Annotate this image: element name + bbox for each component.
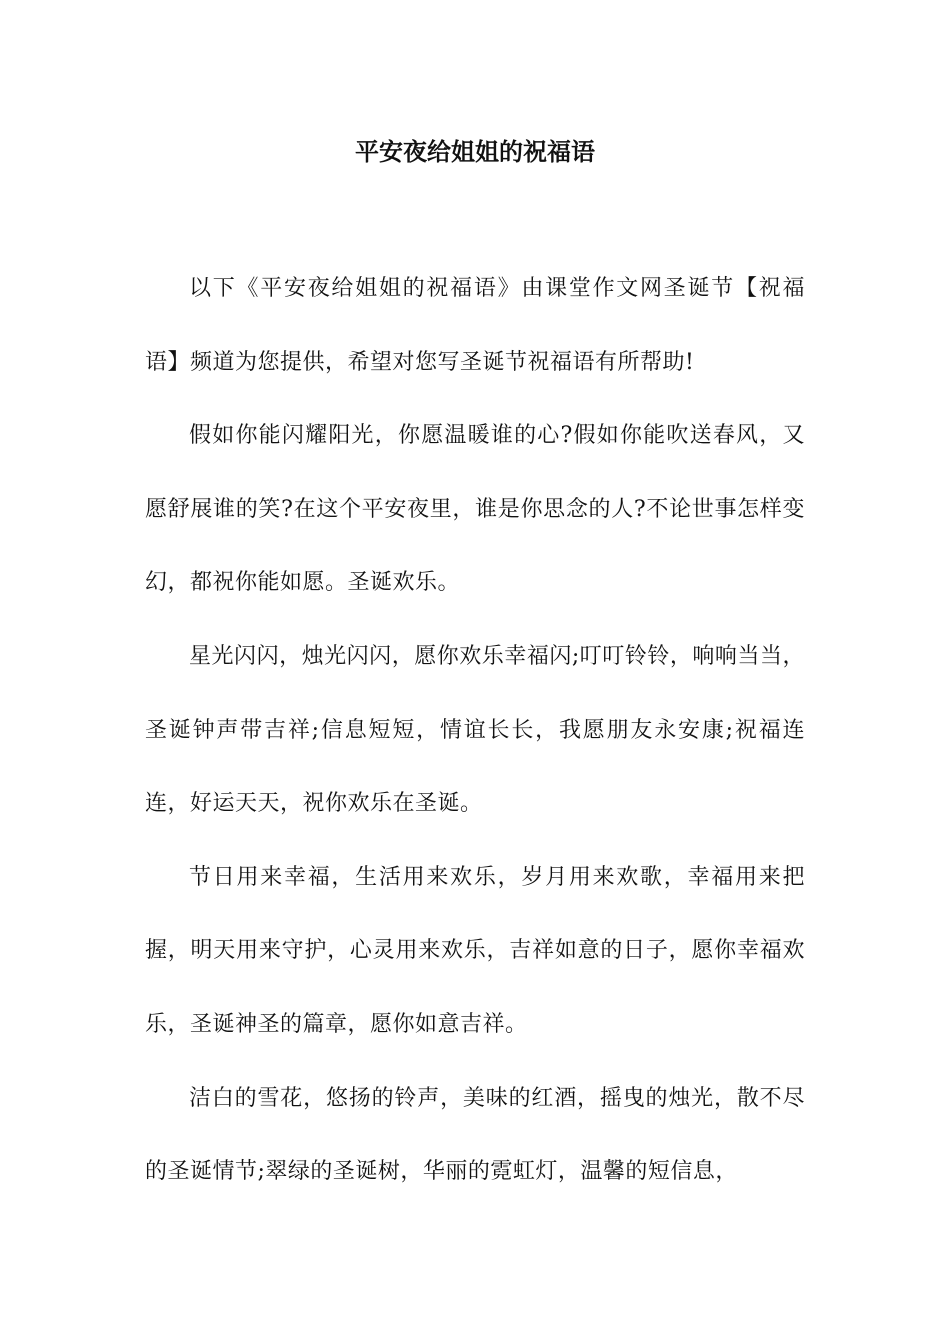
paragraph-blessing-2: 星光闪闪，烛光闪闪，愿你欢乐幸福闪;叮叮铃铃，响响当当，圣诞钟声带吉祥;信息短短，情谊长长，我愿朋友永安康;祝福连连，好运天天，祝你欢乐在圣诞。	[145, 643, 805, 817]
paragraph-intro: 以下《平安夜给姐姐的祝福语》由课堂作文网圣诞节【祝福语】频道为您提供，希望对您写圣诞节祝福语有所帮助!	[145, 276, 805, 375]
page-title: 平安夜给姐姐的祝福语	[355, 137, 595, 166]
paragraph-blessing-3: 节日用来幸福，生活用来欢乐，岁月用来欢歌，幸福用来把握，明天用来守护，心灵用来欢乐，吉祥如意的日子，愿你幸福欢乐，圣诞神圣的篇章，愿你如意吉祥。	[145, 864, 805, 1037]
paragraph-blessing-4: 洁白的雪花，悠扬的铃声，美味的红酒，摇曳的烛光，散不尽的圣诞情节;翠绿的圣诞树，华丽的霓虹灯，温馨的短信息，	[145, 1085, 805, 1185]
document-body	[145, 252, 805, 1209]
paragraph-blessing-1: 假如你能闪耀阳光，你愿温暖谁的心?假如你能吹送春风，又愿舒展谁的笑?在这个平安夜里，谁是你思念的人?不论世事怎样变幻，都祝你能如愿。圣诞欢乐。	[145, 423, 805, 596]
